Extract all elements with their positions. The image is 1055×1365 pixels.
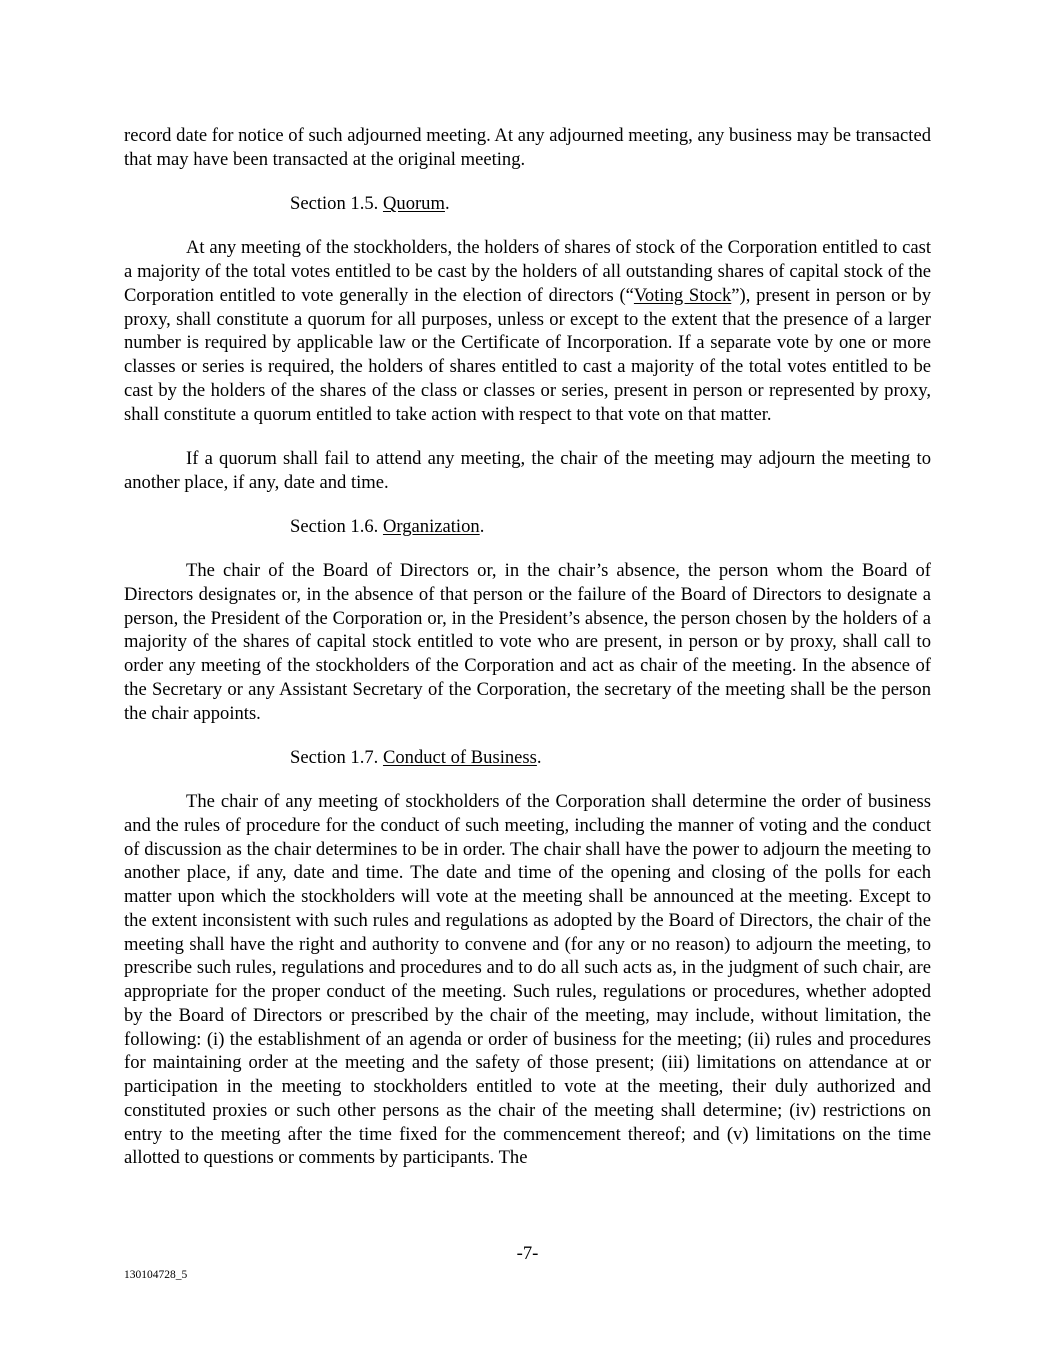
- paragraph-text: At any meeting of the stockholders, the holders of shares of stock of the Corporation entitled to cast a majority of the total votes entitled to be cast by the holders of all outstanding shares of capital stock of the Corporation entitled to vote generally in the election of directors (“: [124, 237, 931, 306]
- heading-period: .: [444, 193, 450, 214]
- section-title: Quorum: [382, 193, 445, 214]
- page-number: -7-: [516, 1243, 539, 1264]
- section-heading-1-5: [290, 192, 931, 216]
- paragraph-quorum-adjourn: If a quorum shall fail to attend any meeting, the chair of the meeting may adjourn the meeting to another place, if any, date and time.: [124, 447, 931, 493]
- paragraph-conduct-of-business: The chair of any meeting of stockholders of the Corporation shall determine the order of business and the rules of procedure for the conduct of such meeting, including the manner of voting and the conduct of discussion as the chair determines to be in order. The chair shall have the power to adjourn the meeting to another place, if any, date and time. The date and time of the opening and closing of the polls for each matter upon which the stockholders will vote at the meeting shall be announced at the meeting. Except to the extent inconsistent with such rules and regulations as adopted by the Board of Directors, the chair of the meeting shall have the right and authority to convene and (for any or no reason) to adjourn the meeting, to prescribe such rules, regulations and procedures and to do all such acts as, in the judgment of such chair, are appropriate for the proper conduct of the meeting. Such rules, regulations or procedures, whether adopted by the Board of Directors or prescribed by the chair of the meeting, may include, without limitation, the following: (i) the establishment of an agenda or order of business for the meeting; (ii) rules and procedures for maintaining order at the meeting and the safety of those present; (iii) limitations on attendance at or participation in the meeting to stockholders entitled to vote at the meeting, their duly authorized and constituted proxies or such other persons as the chair of the meeting shall determine; (iv) restrictions on entry to the meeting after the time fixed for the commencement thereof; and (v) limitations on the time allotted to questions or comments by participants. The: [124, 791, 931, 1169]
- heading-period: .: [536, 746, 542, 768]
- section-number: Section 1.5.: [290, 193, 383, 214]
- paragraph-organization: The chair of the Board of Directors or, in the chair’s absence, the person whom the Board of Directors designates or, in the absence of that person or the failure of the Board of Directors to designate a person, the President of the Corporation or, in the President’s absence, the person chosen by the holders of a majority of the shares of capital stock entitled to vote who are present, in person or by proxy, shall call to order any meeting of the stockholders of the Corporation and act as chair of the meeting. In the absence of the Secretary or any Assistant Secretary of the Corporation, the secretary of the meeting shall be the person the chair appoints.: [124, 560, 931, 724]
- document-id: 130104728_5: [124, 1269, 188, 1281]
- document-body: [124, 124, 931, 1170]
- paragraph-text: ”), present in person or by proxy, shall constitute a quorum for all purposes, unless or except to the extent that the presence of a larger number is required by applicable law or the Certificate of Incorporation. If a separate vote by one or more classes or series is required, the holders of shares entitled to cast a majority of the total votes entitled to be cast by the holders of the shares of the class or classes or series, present in person or represented by proxy, shall constitute a quorum entitled to take action with respect to that vote on that matter.: [124, 284, 931, 425]
- defined-term: Voting Stock: [633, 284, 732, 306]
- section-heading-1-6: [290, 515, 931, 539]
- heading-period: .: [479, 515, 485, 537]
- paragraph-quorum: [124, 236, 931, 426]
- section-title: Organization: [382, 515, 480, 537]
- section-title: Conduct of Business: [382, 746, 537, 768]
- section-number: Section 1.6.: [290, 515, 383, 537]
- paragraph-continuation: record date for notice of such adjourned meeting. At any adjourned meeting, any business may be transacted that may have been transacted at the original meeting.: [124, 125, 931, 170]
- section-heading-1-7: [290, 746, 931, 770]
- section-number: Section 1.7.: [290, 746, 383, 768]
